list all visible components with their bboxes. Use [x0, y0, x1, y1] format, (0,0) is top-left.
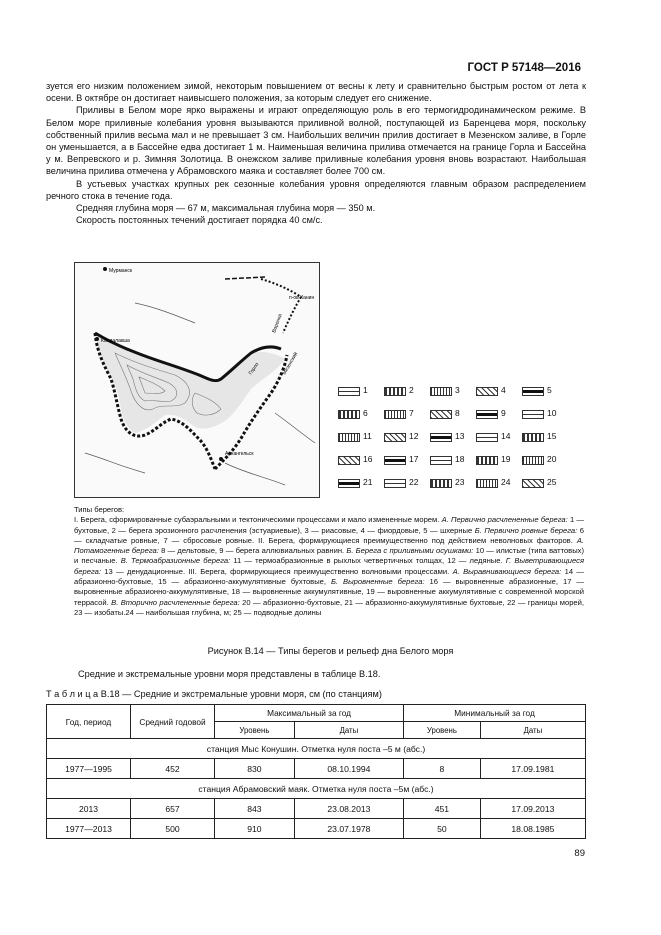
legend-item [522, 476, 566, 494]
legend-item [338, 476, 382, 494]
legend-swatch [476, 433, 498, 442]
cell: 451 [404, 799, 481, 819]
legend-number: 17 [409, 454, 419, 464]
label-murmansk: Мурманск [109, 268, 133, 274]
table-header-row [47, 705, 586, 722]
town-murmansk-dot [103, 267, 107, 271]
river-2 [275, 413, 315, 443]
legend-number: 22 [409, 477, 419, 487]
header-min: Минимальный за год [404, 705, 586, 722]
station-row [47, 739, 586, 759]
legend-number: 4 [501, 385, 506, 395]
types-text-segment: 6 — складчатые ровные, 7 — сбросовые ровные. II. Берега, формирующиеся преимущественно под действием неволновых факторов. [74, 525, 585, 545]
legend-number: 6 [363, 408, 368, 418]
coast-types-explanation [74, 505, 584, 618]
header-period: Год, период [47, 705, 131, 739]
legend-swatch [522, 456, 544, 465]
table-row [47, 819, 586, 839]
table-row [47, 759, 586, 779]
paragraph-2: Приливы в Белом море ярко выражены и играют определяющую роль в его термогидродинамическом режиме. В Белом море приливные колебания уровня вызываются приливной волной, поступающей из Баренцева моря, поскольку собственный прилив весьма мал и не превышает 3 см. Наибольших величин прилив достигает в Мезенском заливе, в Горле он уменьшается, а в Бассейне едва достигает 1 м. Наименьшая величина прилива отмечается на границе Горла и Бассейна у м. Вепревского и р. Зимняя Золотица. В онежском заливе приливные колебания уровня вновь возрастают. Наибольшая величина прилива отмечена у Абрамовского маяка и составляет более 700 см. [46, 105, 586, 177]
legend-item [338, 430, 382, 448]
legend-swatch [338, 433, 360, 442]
legend-item [476, 384, 520, 402]
label-gorlo: Горло [247, 361, 261, 377]
cell: 17.09.1981 [480, 759, 585, 779]
legend-item [338, 407, 382, 425]
legend-item [430, 430, 474, 448]
cell: 17.09.2013 [480, 799, 585, 819]
legend-swatch [522, 479, 544, 488]
cell: 18.08.1985 [480, 819, 585, 839]
legend-item [430, 453, 474, 471]
legend-swatch [384, 456, 406, 465]
legend-swatch [476, 479, 498, 488]
cell: 8 [404, 759, 481, 779]
legend-item [384, 476, 428, 494]
cell: 452 [131, 759, 215, 779]
label-mezen: Мезенский [281, 351, 300, 376]
legend-swatch [430, 410, 452, 419]
legend-item [476, 476, 520, 494]
legend-item [338, 384, 382, 402]
types-subheading: Б. Выровненные берега: [330, 577, 430, 587]
label-voronka: Воронка [271, 313, 284, 334]
legend-swatch [384, 433, 406, 442]
legend-swatch [338, 456, 360, 465]
types-text-segment: 10 — илистые (типа ваттовых) и песчаные. [74, 546, 584, 566]
legend-number: 20 [547, 454, 557, 464]
legend-swatch [522, 387, 544, 396]
paragraph-4: Средняя глубина моря — 67 м, максимальная глубина моря — 350 м. [76, 203, 376, 214]
cell: 910 [215, 819, 295, 839]
types-text-segment: 8 — дельтовые, 9 — берега аллювиальных равнин. [161, 546, 347, 556]
paragraph-1: зуется его низким положением зимой, некоторым повышением от весны к лету и сравнительно быстрым ростом от лета к осени. В октябре он достигает наивысшего положения, за которым следует его снижение. [46, 81, 586, 104]
station-row [47, 779, 586, 799]
legend-swatch [522, 410, 544, 419]
cell: 50 [404, 819, 481, 839]
types-subheading: А. Выравнивающиеся берега: [452, 566, 565, 576]
legend-number: 5 [547, 385, 552, 395]
town-arkhangelsk-dot [219, 457, 223, 461]
legend-number: 3 [455, 385, 460, 395]
figure-white-sea [74, 262, 564, 498]
legend-swatch [384, 410, 406, 419]
header-min-level: Уровень [404, 722, 481, 739]
types-subheading: А. Потамогенные берега: [74, 535, 584, 556]
body-text [46, 80, 586, 226]
legend-number: 7 [409, 408, 414, 418]
legend-number: 11 [363, 431, 372, 441]
legend-swatch [476, 387, 498, 396]
types-subheading: А. Первично расчлененные берега: [441, 515, 570, 525]
river-1 [225, 463, 285, 485]
legend-swatch [338, 387, 360, 396]
table-title [46, 689, 382, 699]
legend-number: 16 [363, 454, 373, 464]
header-max-dates: Даты [294, 722, 403, 739]
header-max: Максимальный за год [215, 705, 404, 722]
types-text-segment: 1 — бухтовые, 2 — берега эрозионного расчленения (эстуариевые), 3 — риасовые, 4 — фиордовые, 5 — шхерные [74, 515, 584, 535]
legend-swatch [384, 479, 406, 488]
river-3 [135, 303, 195, 323]
types-heading: Типы берегов: [74, 505, 125, 514]
legend-number: 24 [501, 477, 511, 487]
label-kanin: п-ов Канин [289, 295, 315, 301]
cell: 23.07.1978 [294, 819, 403, 839]
paragraph-3: В устьевых участках крупных рек сезонные колебания уровня определяются главным образом распределением речного стока в течение года. [46, 178, 586, 201]
header-mean: Средний годовой [131, 705, 215, 739]
label-arkhangelsk: Архангельск [225, 451, 254, 457]
types-subheading: В. Вторично расчлененные берега: [111, 597, 243, 607]
cell: 657 [131, 799, 215, 819]
station-abramovsky: станция Абрамовский маяк. Отметка нуля поста –5м (абс.) [47, 779, 586, 799]
legend-swatch [338, 410, 360, 419]
legend-item [522, 384, 566, 402]
legend-swatch [430, 433, 452, 442]
cell: 500 [131, 819, 215, 839]
label-kandalaksha: Кандалакша [101, 338, 130, 344]
cell: 843 [215, 799, 295, 819]
legend-number: 23 [455, 477, 465, 487]
document-header: ГОСТ Р 57148—2016 [467, 62, 581, 74]
legend-number: 15 [547, 431, 557, 441]
legend-swatch [430, 479, 452, 488]
legend-number: 25 [547, 477, 557, 487]
legend-number: 12 [409, 431, 419, 441]
white-sea-map [74, 262, 320, 498]
legend-item [384, 407, 428, 425]
cell: 1977—2013 [47, 819, 131, 839]
sea-levels-table [46, 704, 586, 839]
types-subheading: Г. Выветривающиеся берега: [74, 556, 584, 576]
types-text-segment: 16 — выровненные абразионные, 17 — выровненные абразионно-аккумулятивные, 18 — выровненные аккумулятивные, 19 — выровненные аккумулятивные с современной морской террасой. [74, 577, 584, 607]
map-drawing [75, 263, 320, 498]
legend-swatch [522, 433, 544, 442]
legend-swatch [476, 410, 498, 419]
types-text-segment: 11 — термоабразионные в рыхлых четвертичных толщах, 12 — ледяные. [233, 556, 506, 566]
legend-item [522, 407, 566, 425]
page-number: 89 [574, 848, 585, 859]
sea-boundary [225, 277, 265, 279]
legend-item [430, 476, 474, 494]
cell: 08.10.1994 [294, 759, 403, 779]
legend-number: 21 [363, 477, 373, 487]
cell: 1977—1995 [47, 759, 131, 779]
legend-number: 19 [501, 454, 511, 464]
legend-swatch [384, 387, 406, 396]
legend-number: 18 [455, 454, 465, 464]
kanin-coast [261, 279, 301, 333]
legend-item [338, 453, 382, 471]
header-max-level: Уровень [215, 722, 295, 739]
legend-number: 1 [363, 385, 368, 395]
legend-number: 10 [547, 408, 557, 418]
station-konushin: станция Мыс Конушин. Отметка нуля поста –5 м (абс.) [47, 739, 586, 759]
legend-swatch [430, 456, 452, 465]
legend-item [384, 384, 428, 402]
legend-number: 13 [455, 431, 465, 441]
legend-swatch [338, 479, 360, 488]
table-title-text: В.18 — Средние и экстремальные уровни моря, см (по станциям) [100, 689, 382, 699]
legend-item [430, 407, 474, 425]
legend-item [384, 430, 428, 448]
legend-number: 9 [501, 408, 506, 418]
types-text-segment: I. Берега, сформированные субаэральными и тектоническими процессами и мало измененные морем. [74, 515, 442, 525]
table-lead-text: Средние и экстремальные уровни моря представлены в таблице В.18. [78, 669, 381, 679]
types-body [74, 515, 584, 618]
types-text-segment: 13 — денудационные. III. Берега, формирующиеся преимущественно волновыми процессами. [104, 566, 453, 576]
types-subheading: Б. Первично ровные берега: [474, 525, 580, 535]
legend-number: 14 [501, 431, 511, 441]
figure-caption: Рисунок В.14 — Типы берегов и рельеф дна Белого моря [207, 646, 454, 656]
legend-number: 8 [455, 408, 460, 418]
legend-swatch [476, 456, 498, 465]
legend-item [476, 430, 520, 448]
paragraph-5: Скорость постоянных течений достигает порядка 40 см/с. [76, 215, 323, 226]
types-text-segment: 14 — абразионно-бухтовые, 15 — абразионно-аккумулятивные бухтовые, [74, 566, 585, 587]
legend-item [430, 384, 474, 402]
table-row [47, 799, 586, 819]
river-4 [85, 453, 145, 473]
legend-swatch [430, 387, 452, 396]
legend-item [522, 430, 566, 448]
town-kandalaksha-dot [95, 337, 99, 341]
types-subheading: В. Термоабразионные берега: [120, 556, 234, 566]
legend-item [384, 453, 428, 471]
cell: 2013 [47, 799, 131, 819]
types-text-segment: 20 — абразионно-бухтовые, 21 — абразионно-аккумулятивные бухтовые, 22 — границы морей, 23 — изобаты.24 — наибольшая глубина, м; 25 — подводные долины [74, 597, 584, 617]
types-subheading: Б. Берега с приливными осушками: [346, 546, 476, 556]
legend-item [476, 407, 520, 425]
cell: 23.08.2013 [294, 799, 403, 819]
legend-item [476, 453, 520, 471]
legend-number: 2 [409, 385, 414, 395]
header-min-dates: Даты [480, 722, 585, 739]
cell: 830 [215, 759, 295, 779]
table-title-label: Т а б л и ц а [46, 689, 99, 699]
legend-item [522, 453, 566, 471]
